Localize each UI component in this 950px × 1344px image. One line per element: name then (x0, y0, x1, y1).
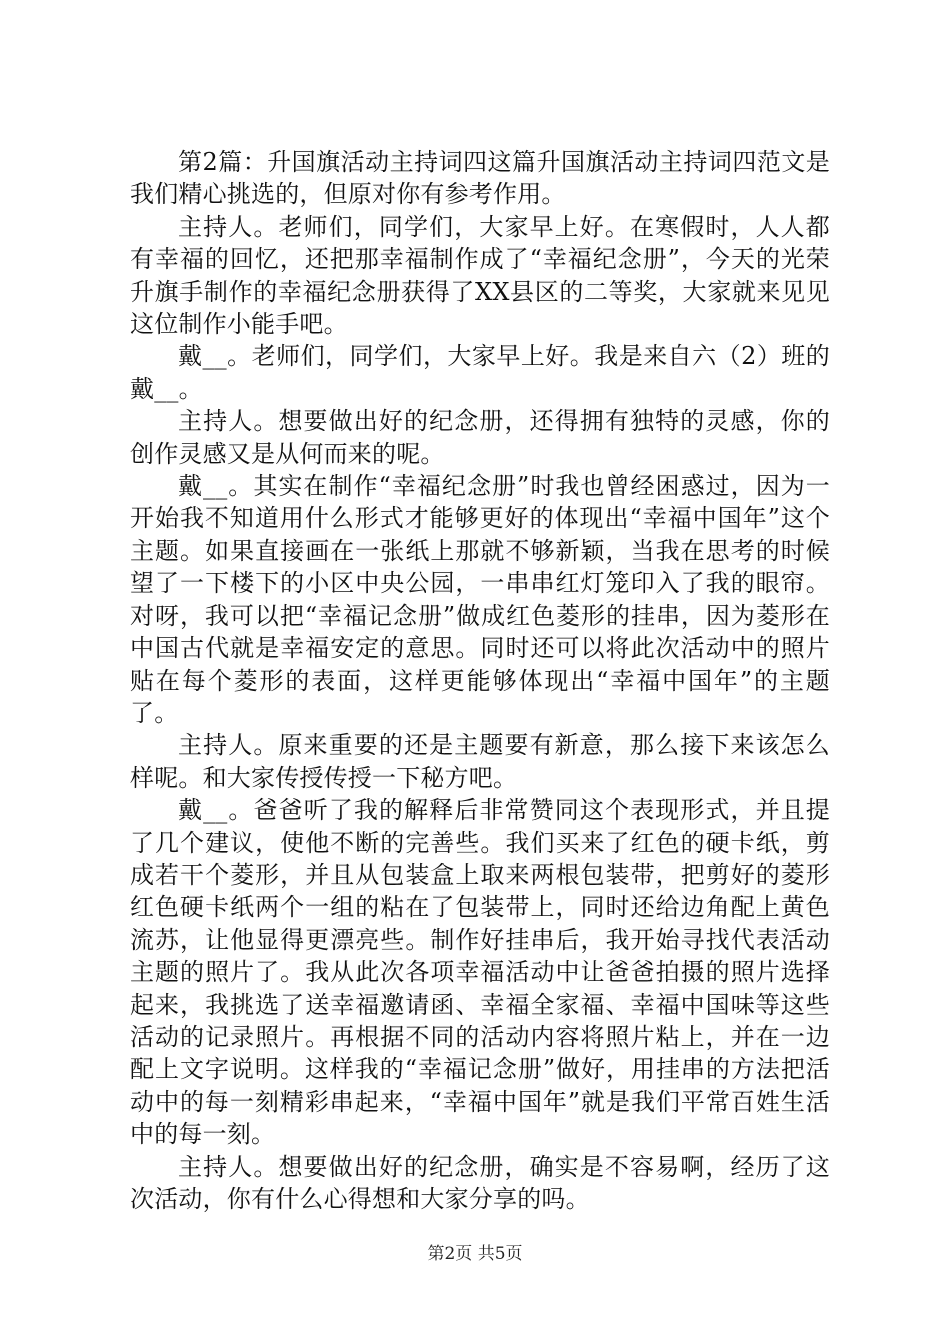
document-body (130, 146, 830, 1215)
paragraph-host-closing-question: 主持人。想要做出好的纪念册，确实是不容易啊，经历了这次活动，你有什么心得想和大家分享的吗。 (130, 1152, 830, 1213)
page-number-footer: 第2页 共5页 (427, 1244, 523, 1264)
paragraph-host-greeting: 主持人。老师们，同学们，大家早上好。在寒假时，人人都有幸福的回忆，还把那幸福制作成了“幸福纪念册”，今天的光荣升旗手制作的幸福纪念册获得了XX县区的二等奖，大家就来见见这位制作小能手吧。 (130, 212, 830, 339)
paragraph-host-method-question: 主持人。原来重要的还是主题要有新意，那么接下来该怎么样呢。和大家传授传授一下秘方吧。 (130, 731, 830, 792)
paragraph-dai-greeting: 戴__。老师们，同学们，大家早上好。我是来自六（2）班的戴__。 (130, 342, 830, 403)
paragraph-title-intro: 第2篇：升国旗活动主持词四这篇升国旗活动主持词四范文是我们精心挑选的，但原对你有参考作用。 (130, 148, 830, 209)
paragraph-dai-method-answer: 戴__。爸爸听了我的解释后非常赞同这个表现形式，并且提了几个建议，使他不断的完善些。我们买来了红色的硬卡纸，剪成若干个菱形，并且从包装盒上取来两根包装带，把剪好的菱形红色硬卡纸两个一组的粘在了包装带上，同时还给边角配上黄色流苏，让他显得更漂亮些。制作好挂串后，我开始寻找代表活动主题的照片了。我从此次各项幸福活动中让爸爸拍摄的照片选择起来，我挑选了送幸福邀请函、幸福全家福、幸福中国味等这些活动的记录照片。再根据不同的活动内容将照片粘上，并在一边配上文字说明。这样我的“幸福记念册”做好，用挂串的方法把活动中的每一刻精彩串起来，“幸福中国年”就是我们平常百姓生活中的每一刻。 (130, 796, 830, 1149)
paragraph-dai-inspiration-answer: 戴__。其实在制作“幸福纪念册”时我也曾经困惑过，因为一开始我不知道用什么形式才能够更好的体现出“幸福中国年”这个主题。如果直接画在一张纸上那就不够新颖，当我在思考的时候望了一下楼下的小区中央公园，一串串红灯笼印入了我的眼帘。对呀，我可以把“幸福记念册”做成红色菱形的挂串，因为菱形在中国古代就是幸福安定的意思。同时还可以将此次活动中的照片贴在每个菱形的表面，这样更能够体现出“幸福中国年”的主题了。 (130, 472, 830, 727)
paragraph-host-inspiration-question: 主持人。想要做出好的纪念册，还得拥有独特的灵感，你的创作灵感又是从何而来的呢。 (130, 407, 830, 468)
